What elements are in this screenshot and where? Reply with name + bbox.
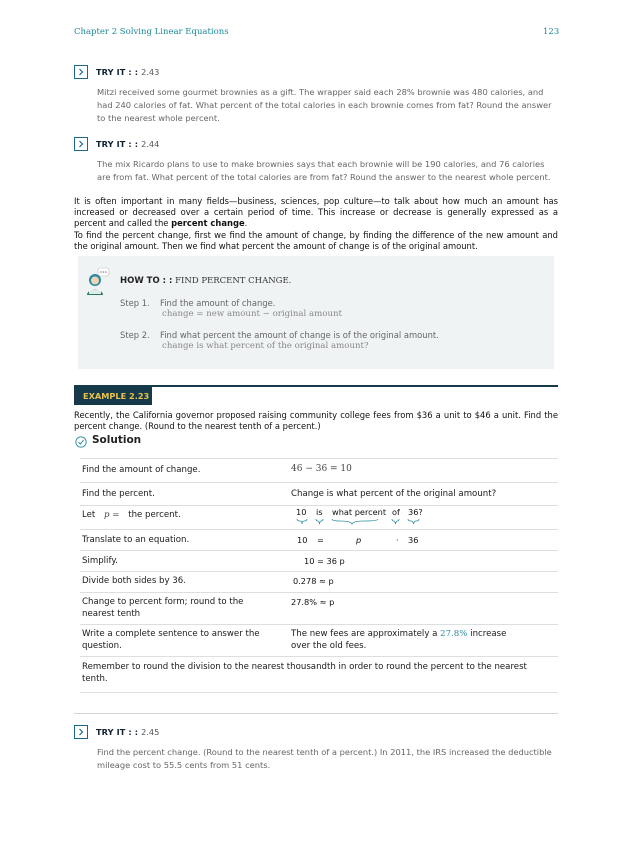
- term-percent-change: percent change: [171, 218, 245, 229]
- label-10: 10: [296, 507, 307, 517]
- chevron-right-icon: [74, 725, 88, 739]
- rounding-note: Remember to round the division to the nearest thousandth in order to round the percent to the nearest tenth.: [82, 662, 527, 684]
- table-divider: [80, 692, 558, 693]
- section-divider: [74, 713, 558, 714]
- label-of: of: [392, 507, 400, 517]
- try-it-2-43: [74, 64, 558, 126]
- step-1-label: Step 1.: [120, 298, 150, 308]
- row-1-math: 46 − 36 = 10: [291, 464, 352, 474]
- step-2-label: Step 2.: [120, 330, 150, 340]
- underbraces: [296, 518, 426, 526]
- solution-heading: Solution: [92, 434, 142, 446]
- row-6-math: 0.278 ≈ p: [293, 576, 334, 586]
- example-problem: Recently, the California governor proposed raising community college fees from $36 a unit to $46 a unit. Find the percent change. (Round to the nearest tenth of a percent.): [74, 410, 558, 432]
- step-2-text: Find what percent the amount of change is of the original amount.: [160, 330, 439, 340]
- row-7-math: 27.8% ≈ p: [291, 597, 335, 607]
- intro-end: .: [244, 218, 248, 229]
- how-to-heading: FIND PERCENT CHANGE.: [175, 276, 292, 286]
- label-36: 36?: [408, 507, 423, 517]
- table-divider: [80, 482, 558, 483]
- word-labels: [296, 507, 426, 527]
- chevron-right-icon: [74, 137, 88, 151]
- step-1-formula: change = new amount − original amount: [162, 309, 342, 319]
- row-2-text: Change is what percent of the original amount?: [291, 489, 497, 499]
- eq-10: 10: [297, 535, 308, 545]
- label-what-percent: what percent: [332, 507, 387, 517]
- person-icon: [84, 267, 110, 299]
- try-it-label: TRY IT : :: [96, 139, 139, 149]
- row-2-label: Find the percent.: [82, 489, 155, 499]
- table-divider: [80, 458, 558, 459]
- table-divider: [80, 656, 558, 657]
- intro-paragraph: [74, 196, 558, 230]
- how-to-prefix: HOW TO : :: [120, 276, 173, 286]
- table-divider: [80, 550, 558, 551]
- how-to-box: [78, 256, 554, 369]
- label-is: is: [316, 507, 323, 517]
- row-7-label: Change to percent form; round to the nearest tenth: [82, 597, 244, 619]
- try-it-number: 2.44: [141, 139, 160, 149]
- row-4-label: Translate to an equation.: [82, 535, 190, 545]
- table-divider: [80, 571, 558, 572]
- example-tag: EXAMPLE 2.23: [74, 387, 152, 405]
- answer-start: The new fees are approximately a: [291, 629, 438, 639]
- table-divider: [80, 505, 558, 506]
- try-it-2-44: [74, 136, 558, 184]
- row-8-label: Write a complete sentence to answer the question.: [82, 629, 260, 651]
- row-6-label: Divide both sides by 36.: [82, 576, 186, 586]
- try-it-number: 2.43: [141, 67, 160, 77]
- row-8-answer: [291, 629, 521, 652]
- checkmark-icon: [75, 433, 87, 452]
- answer-end: increase over the old fees.: [291, 629, 507, 651]
- try-it-number: 2.45: [141, 727, 160, 737]
- row-5-label: Simplify.: [82, 556, 118, 566]
- try-it-text: The mix Ricardo plans to use to make brownies says that each brownie will be 190 calories, and 76 calories are from fat. What percent of the total calories are from fat? Round the answer to the nearest whole percent.: [97, 159, 551, 183]
- chapter-header: Chapter 2 Solving Linear Equations: [74, 27, 229, 37]
- try-it-label: TRY IT : :: [96, 727, 139, 737]
- step-1-text: Find the amount of change.: [160, 298, 276, 308]
- table-divider: [80, 592, 558, 593]
- table-divider: [80, 624, 558, 625]
- answer-value: 27.8%: [440, 629, 468, 639]
- definition-text: the percent.: [128, 510, 181, 520]
- eq-dot: ·: [396, 535, 399, 545]
- try-it-text: Find the percent change. (Round to the nearest tenth of a percent.) In 2011, the IRS increased the deductible mileage cost to 55.5 cents from 51 cents.: [97, 747, 552, 771]
- page-number: 123: [543, 27, 560, 37]
- method-paragraph: To find the percent change, first we find the amount of change, by finding the difference of the new amount and the original amount. Then we find what percent the amount of change is of the original amount.: [74, 230, 558, 252]
- eq-equals: =: [317, 535, 324, 545]
- row-1-label: Find the amount of change.: [82, 465, 201, 475]
- intro-text: It is often important in many fields—business, sciences, pop culture—to talk about how much an amount has increased or decreased over a certain period of time. This increase or decrease is generally expressed as a percent and called the: [74, 196, 558, 229]
- eq-36: 36: [408, 535, 419, 545]
- let-word: Let: [82, 510, 96, 520]
- eq-p: p: [356, 535, 362, 545]
- try-it-2-45: [74, 724, 558, 772]
- try-it-text: Mitzi received some gourmet brownies as a gift. The wrapper said each 28% brownie was 480 calories, and had 240 calories of fat. What percent of the total calories in each brownie comes from fat? Round the answer to the nearest whole percent.: [97, 87, 552, 124]
- row-3-label: [82, 510, 181, 522]
- chevron-right-icon: [74, 65, 88, 79]
- try-it-label: TRY IT : :: [96, 67, 139, 77]
- row-5-math: 10 = 36 p: [304, 556, 345, 566]
- how-to-title: [120, 276, 291, 286]
- step-2-formula: change is what percent of the original amount?: [162, 341, 369, 351]
- table-divider: [80, 529, 558, 530]
- variable-p: p =: [104, 510, 120, 520]
